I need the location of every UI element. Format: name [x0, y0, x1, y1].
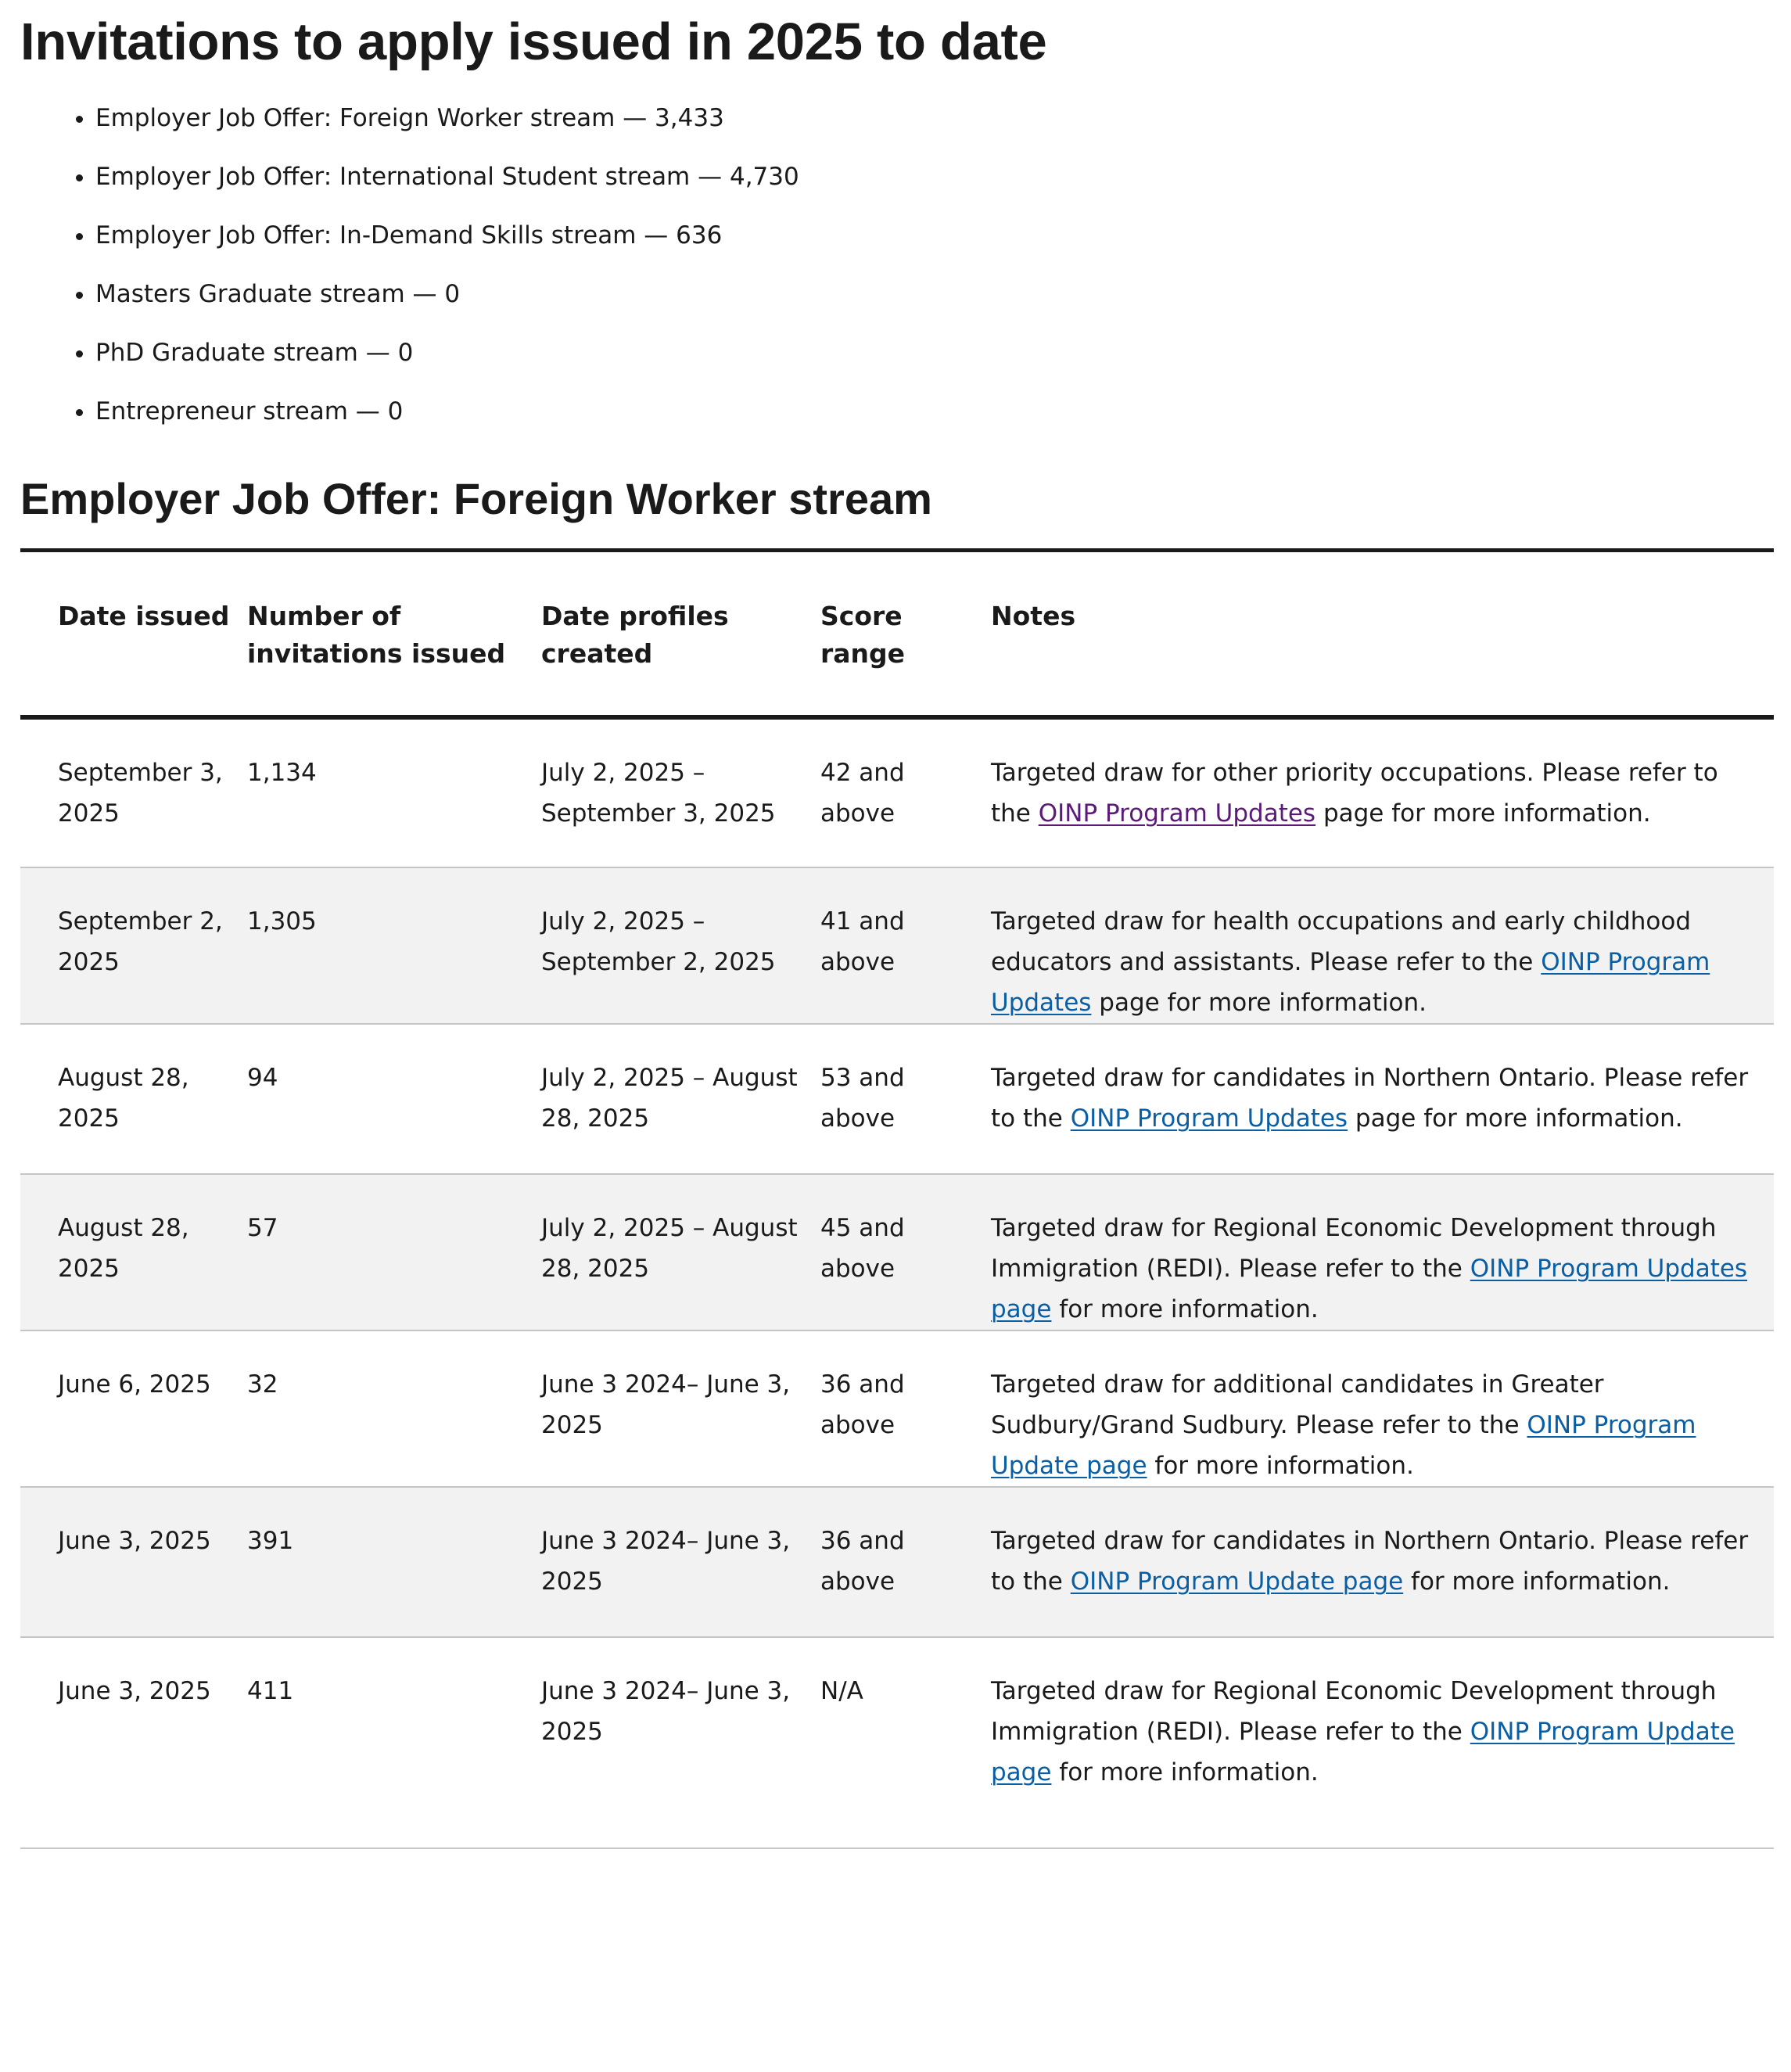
table-row	[20, 1024, 1774, 1174]
notes-text: for more information.	[1051, 1295, 1319, 1323]
page-title: Invitations to apply issued in 2025 to date	[20, 13, 1047, 71]
table-row	[20, 1330, 1774, 1487]
notes-text: Targeted draw for Regional Economic Development through Immigration (REDI). Please refer to the	[991, 1677, 1717, 1746]
table-body	[20, 717, 1774, 1848]
notes-text: Targeted draw for candidates in Northern Ontario. Please refer to the	[991, 1064, 1749, 1133]
list-item: • Masters Graduate stream — 0	[95, 265, 799, 324]
cell-date-issued: September 3, 2025	[20, 717, 247, 867]
section-title: Employer Job Offer: Foreign Worker stream	[20, 474, 932, 523]
cell-profiles-created: July 2, 2025 – August 28, 2025	[541, 1024, 820, 1174]
cell-profiles-created: July 2, 2025 – August 28, 2025	[541, 1174, 820, 1330]
header-number-of-invitations: Number of invitations issued	[247, 551, 541, 718]
notes-text: Targeted draw for Regional Economic Development through Immigration (REDI). Please refer to the	[991, 1214, 1717, 1283]
cell-invitations: 391	[247, 1487, 541, 1637]
oinp-update-link[interactable]: OINP Program Update page	[991, 1718, 1735, 1787]
cell-notes	[991, 717, 1774, 867]
cell-notes	[991, 1637, 1774, 1848]
summary-list	[58, 89, 799, 441]
notes-text: for more information.	[1403, 1567, 1671, 1596]
cell-score-range: 41 and above	[820, 867, 991, 1024]
table-row	[20, 717, 1774, 867]
table-row	[20, 1637, 1774, 1848]
cell-invitations: 57	[247, 1174, 541, 1330]
invitations-table	[20, 548, 1774, 1849]
list-item: • PhD Graduate stream — 0	[95, 324, 799, 382]
cell-date-issued: August 28, 2025	[20, 1024, 247, 1174]
cell-profiles-created: June 3 2024– June 3, 2025	[541, 1637, 820, 1848]
notes-text: page for more information.	[1091, 989, 1427, 1017]
cell-score-range: 45 and above	[820, 1174, 991, 1330]
cell-notes	[991, 1174, 1774, 1330]
cell-date-issued: June 3, 2025	[20, 1637, 247, 1848]
oinp-update-link[interactable]: OINP Program Update page	[991, 1411, 1696, 1480]
cell-invitations: 94	[247, 1024, 541, 1174]
header-score-range: Score range	[820, 551, 991, 718]
list-item: • Employer Job Offer: Foreign Worker stream — 3,433	[95, 89, 799, 148]
cell-score-range: 42 and above	[820, 717, 991, 867]
table-row	[20, 867, 1774, 1024]
cell-score-range: 36 and above	[820, 1487, 991, 1637]
cell-notes	[991, 1330, 1774, 1487]
notes-text: page for more information.	[1348, 1104, 1683, 1133]
notes-text: for more information.	[1147, 1452, 1414, 1480]
notes-text: page for more information.	[1315, 799, 1651, 828]
cell-invitations: 32	[247, 1330, 541, 1487]
list-item: • Entrepreneur stream — 0	[95, 382, 799, 441]
list-item: • Employer Job Offer: International Student stream — 4,730	[95, 148, 799, 206]
cell-profiles-created: July 2, 2025 – September 3, 2025	[541, 717, 820, 867]
table-row	[20, 1487, 1774, 1637]
notes-text: for more information.	[1051, 1758, 1319, 1787]
notes-text: Targeted draw for other priority occupations. Please refer to the	[991, 759, 1718, 828]
cell-notes	[991, 1487, 1774, 1637]
cell-profiles-created: June 3 2024– June 3, 2025	[541, 1330, 820, 1487]
oinp-updates-link[interactable]: OINP Program Updates page	[991, 1255, 1748, 1323]
table-row	[20, 1174, 1774, 1330]
cell-profiles-created: July 2, 2025 – September 2, 2025	[541, 867, 820, 1024]
cell-invitations: 1,134	[247, 717, 541, 867]
cell-notes	[991, 1024, 1774, 1174]
list-item: • Employer Job Offer: In-Demand Skills stream — 636	[95, 206, 799, 265]
header-notes: Notes	[991, 551, 1774, 718]
cell-date-issued: June 6, 2025	[20, 1330, 247, 1487]
cell-score-range: 36 and above	[820, 1330, 991, 1487]
oinp-updates-link[interactable]: OINP Program Updates	[1070, 1104, 1348, 1133]
oinp-update-link[interactable]: OINP Program Update page	[1070, 1567, 1404, 1596]
cell-notes	[991, 867, 1774, 1024]
oinp-updates-link[interactable]: OINP Program Updates	[991, 948, 1710, 1017]
cell-invitations: 411	[247, 1637, 541, 1848]
header-date-profiles-created: Date profiles created	[541, 551, 820, 718]
notes-text: Targeted draw for additional candidates in Greater Sudbury/Grand Sudbury. Please refer to the	[991, 1370, 1604, 1439]
cell-invitations: 1,305	[247, 867, 541, 1024]
table-header	[20, 551, 1774, 718]
oinp-updates-link[interactable]: OINP Program Updates	[1038, 799, 1316, 828]
cell-date-issued: June 3, 2025	[20, 1487, 247, 1637]
cell-date-issued: August 28, 2025	[20, 1174, 247, 1330]
header-date-issued: Date issued	[20, 551, 247, 718]
cell-score-range: N/A	[820, 1637, 991, 1848]
notes-text: Targeted draw for candidates in Northern Ontario. Please refer to the	[991, 1527, 1749, 1596]
notes-text: Targeted draw for health occupations and early childhood educators and assistants. Please refer to the	[991, 907, 1692, 976]
cell-date-issued: September 2, 2025	[20, 867, 247, 1024]
cell-score-range: 53 and above	[820, 1024, 991, 1174]
header-row	[20, 551, 1774, 718]
cell-profiles-created: June 3 2024– June 3, 2025	[541, 1487, 820, 1637]
